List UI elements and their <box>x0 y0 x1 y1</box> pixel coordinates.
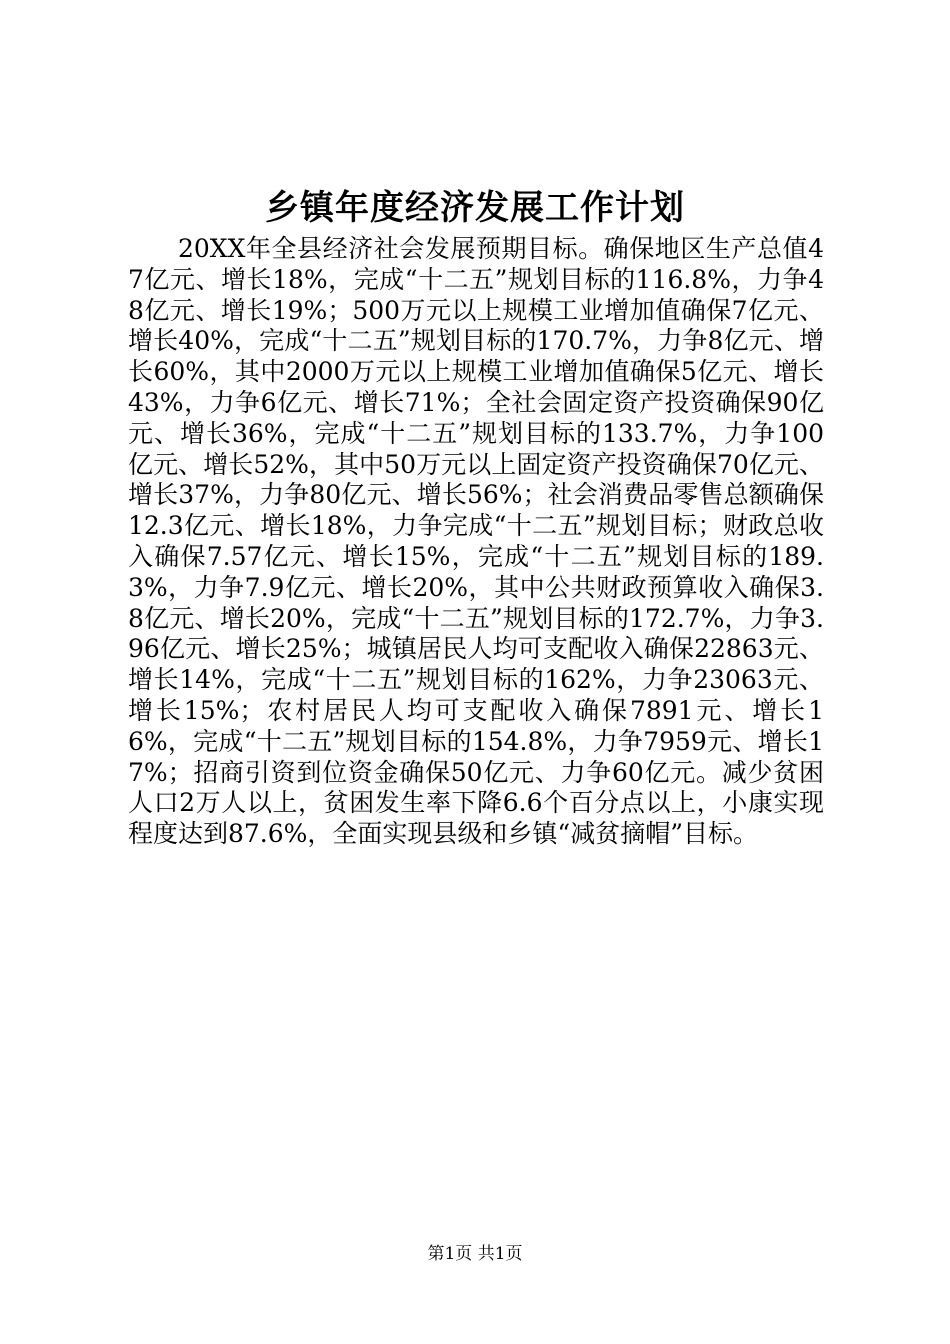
body-paragraph: 20XX年全县经济社会发展预期目标。确保地区生产总值47亿元、增长18%，完成“十二五”规划目标的116.8%，力争48亿元、增长19%；500万元以上规模工业增加值确保7亿元、增长40%，完成“十二五”规划目标的170.7%，力争8亿元、增长60%，其中2000万元以上规模工业增加值确保5亿元、增长43%，力争6亿元、增长71%；全社会固定资产投资确保90亿元、增长36%，完成“十二五”规划目标的133.7%，力争100亿元、增长52%，其中50万元以上固定资产投资确保70亿元、增长37%，力争80亿元、增长56%；社会消费品零售总额确保12.3亿元、增长18%，力争完成“十二五”规划目标；财政总收入确保7.57亿元、增长15%，完成“十二五”规划目标的189.3%，力争7.9亿元、增长20%，其中公共财政预算收入确保3.8亿元、增长20%，完成“十二五”规划目标的172.7%，力争3.96亿元、增长25%；城镇居民人均可支配收入确保22863元、增长14%，完成“十二五”规划目标的162%，力争23063元、增长15%；农村居民人均可支配收入确保7891元、增长16%，完成“十二五”规划目标的154.8%，力争7959元、增长17%；招商引资到位资金确保50亿元、力争60亿元。减少贫困人口2万人以上，贫困发生率下降6.6个百分点以上，小康实现程度达到87.6%，全面实现县级和乡镇“减贫摘帽”目标。 <box>128 234 824 849</box>
document-title: 乡镇年度经济发展工作计划 <box>265 188 685 228</box>
page-footer: 第1页 共1页 <box>427 1244 523 1264</box>
